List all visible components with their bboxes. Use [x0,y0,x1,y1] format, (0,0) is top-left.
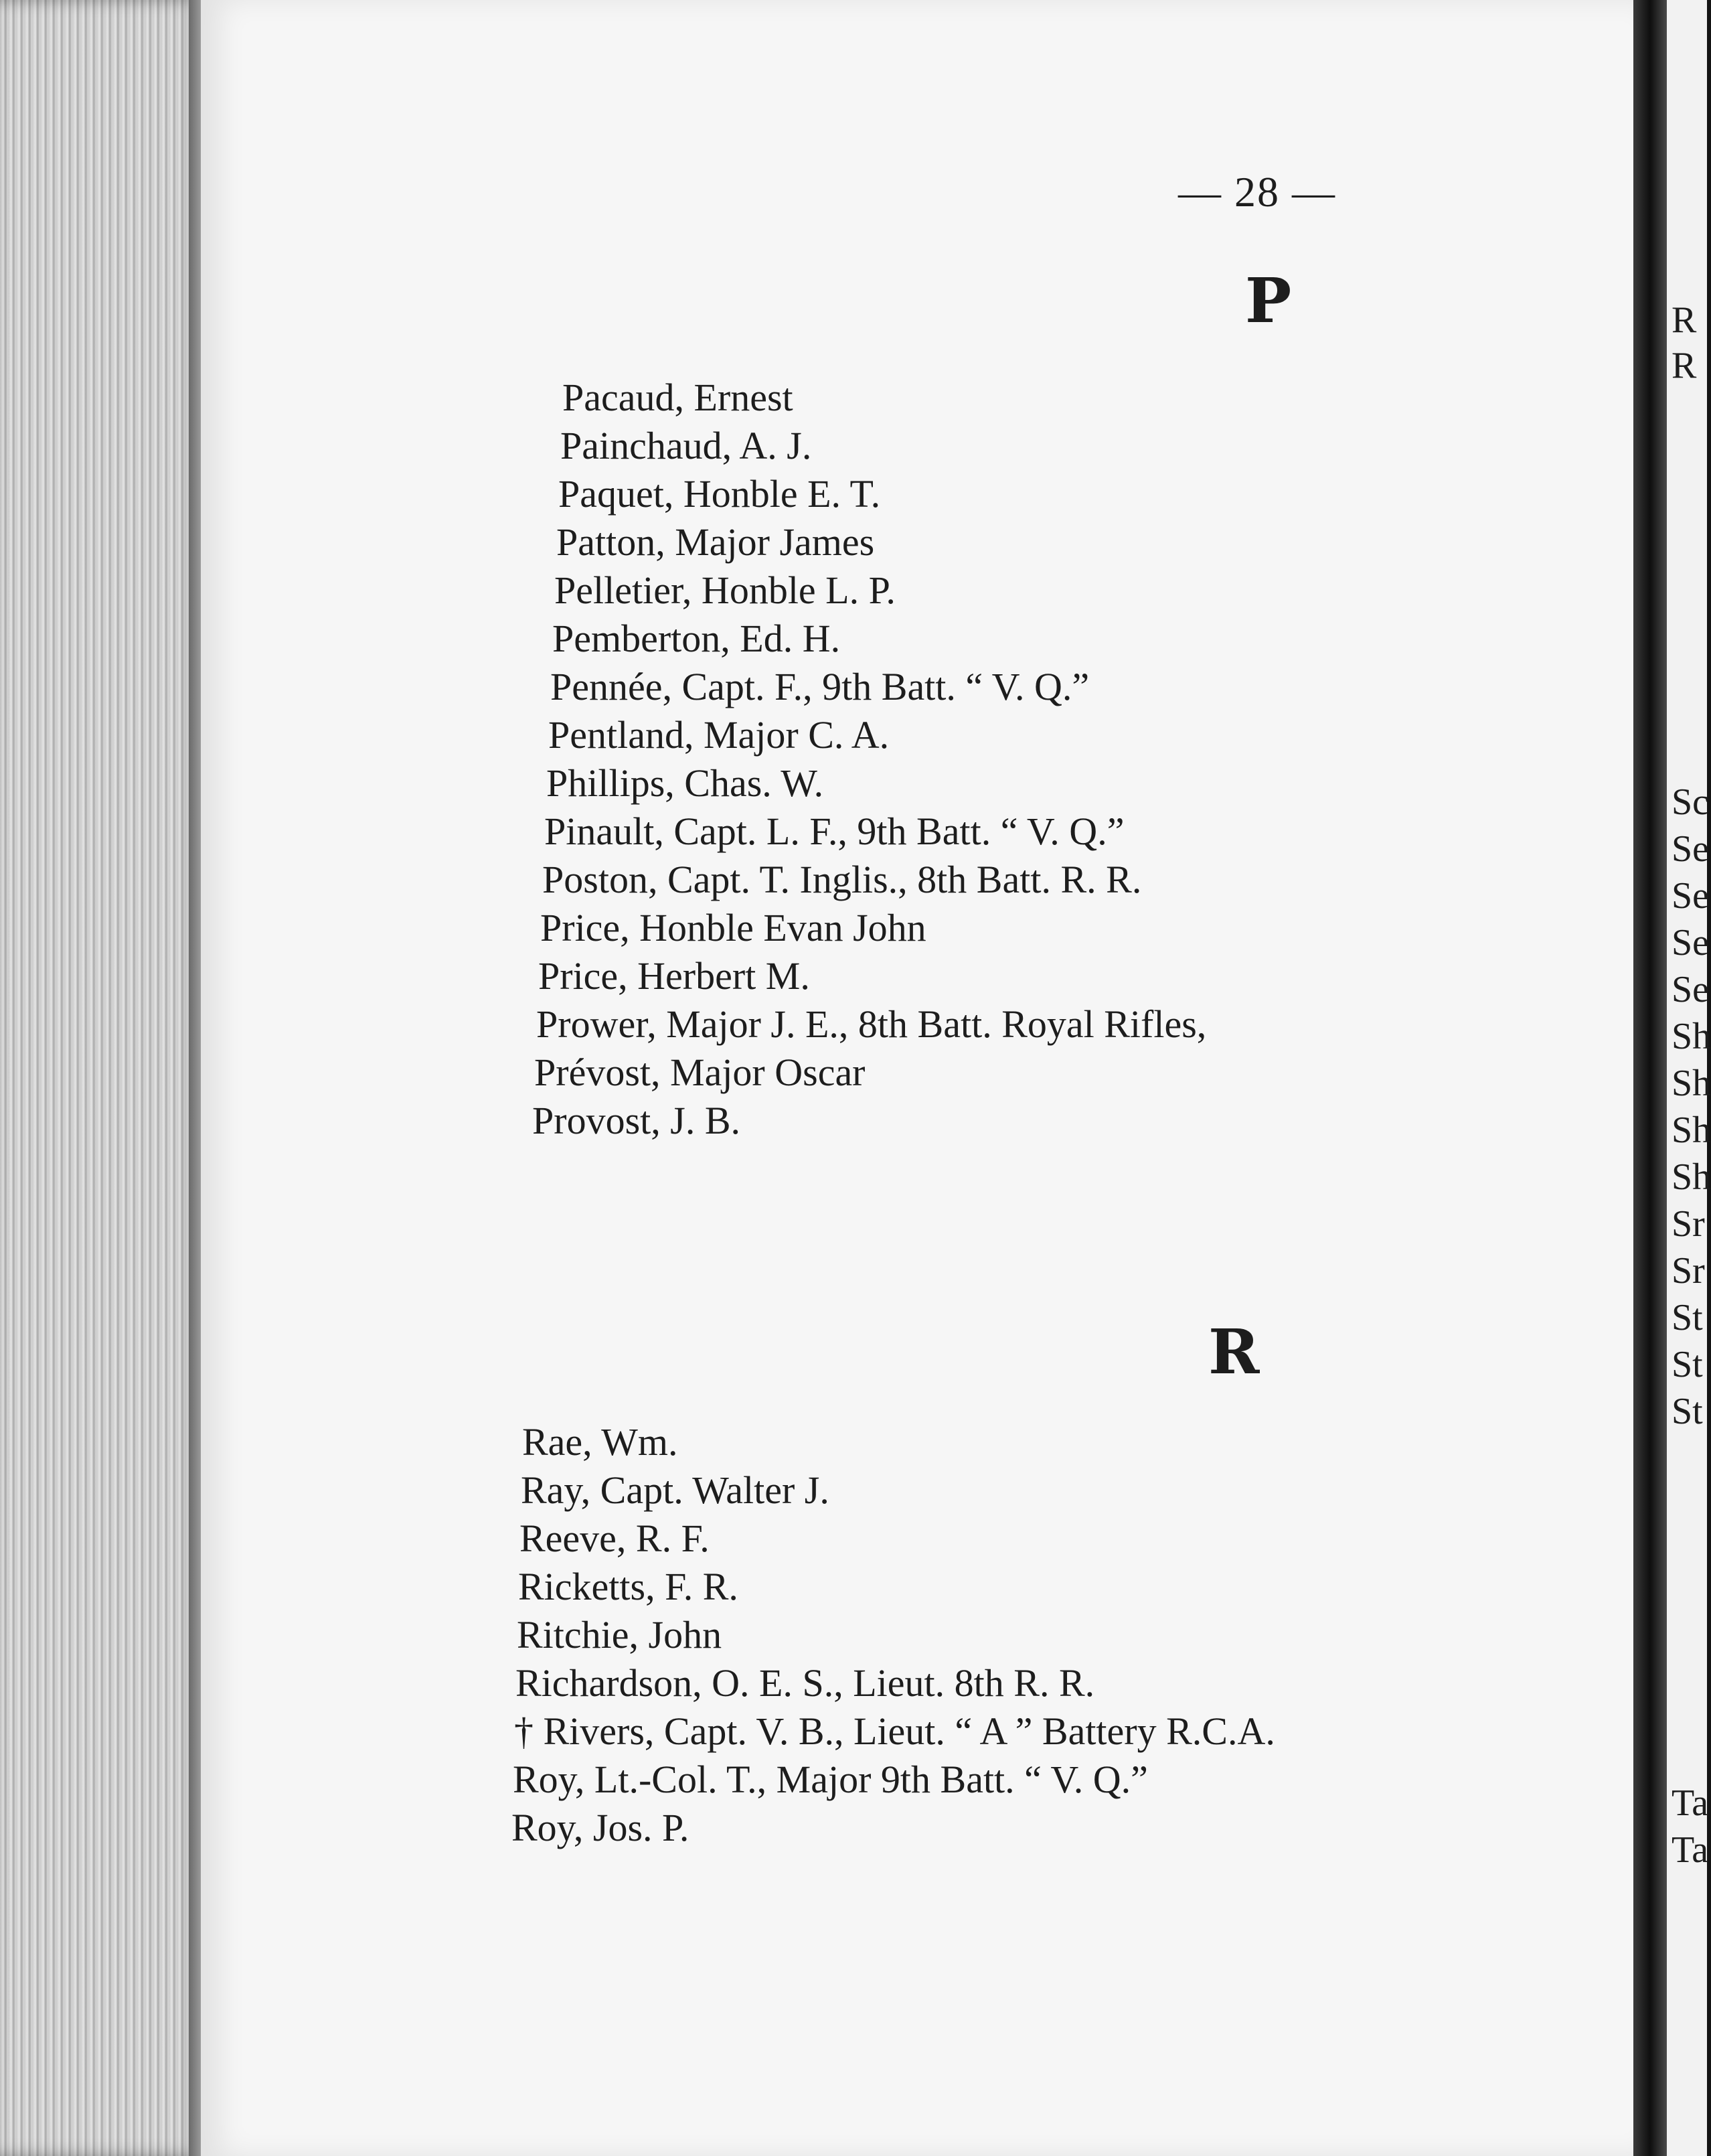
facing-fragment-6: Se [1672,922,1709,964]
facing-fragment-18: Ta [1672,1829,1709,1871]
entry-p-1: Pacaud, Ernest [562,376,793,419]
entry-r-4: Ricketts, F. R. [518,1565,738,1608]
facing-fragment-11: Sh [1672,1156,1711,1198]
entry-r-3: Reeve, R. F. [519,1517,710,1560]
entry-p-4: Patton, Major James [556,520,875,564]
facing-fragment-7: Se [1672,969,1709,1010]
book-page [201,0,1633,2156]
entry-p-16: Provost, J. B. [532,1099,741,1142]
entry-p-14: Prower, Major J. E., 8th Batt. Royal Rifles, [536,1002,1207,1046]
entry-r-9: Roy, Jos. P. [511,1806,689,1849]
entry-p-2: Painchaud, A. J. [560,424,812,467]
entry-r-5: Ritchie, John [517,1613,722,1657]
entry-r-6: Richardson, O. E. S., Lieut. 8th R. R. [515,1661,1095,1705]
facing-fragment-5: Se [1672,875,1709,917]
facing-fragment-9: Sh [1672,1063,1711,1104]
facing-fragment-10: Sh [1672,1109,1711,1151]
entry-p-10: Pinault, Capt. L. F., 9th Batt. “ V. Q.” [544,810,1125,853]
entry-r-2: Ray, Capt. Walter J. [521,1468,829,1512]
entry-p-5: Pelletier, Honble L. P. [554,568,896,612]
facing-fragment-8: Sh [1672,1016,1711,1057]
facing-fragment-16: St [1672,1391,1703,1432]
entry-p-7: Pennée, Capt. F., 9th Batt. “ V. Q.” [550,665,1090,708]
facing-fragment-1: R [1672,299,1697,341]
facing-fragment-4: Se [1672,828,1709,870]
facing-fragment-13: Sr [1672,1250,1705,1292]
entry-r-1: Rae, Wm. [522,1420,678,1464]
facing-fragment-12: Sr [1672,1203,1705,1245]
section-letter-p: P [1245,264,1295,337]
entry-p-15: Prévost, Major Oscar [534,1051,866,1094]
entry-p-13: Price, Herbert M. [538,954,810,998]
section-letter-r: R [1208,1316,1262,1388]
entry-p-9: Phillips, Chas. W. [546,761,824,805]
page-number: — 28 — [1178,168,1336,216]
facing-fragment-3: Sc [1672,781,1709,823]
facing-fragment-2: R [1672,345,1697,386]
facing-fragment-17: Ta [1672,1782,1709,1824]
entry-p-3: Paquet, Honble E. T. [558,472,881,516]
entry-r-8: Roy, Lt.-Col. T., Major 9th Batt. “ V. Q.” [513,1758,1148,1801]
book-spine [1633,0,1667,2156]
page-edges [0,0,201,2156]
entry-p-11: Poston, Capt. T. Inglis., 8th Batt. R. R. [542,858,1142,901]
facing-fragment-15: St [1672,1344,1703,1385]
entry-r-7: † Rivers, Capt. V. B., Lieut. “ A ” Battery R.C.A. [514,1709,1275,1753]
facing-fragment-14: St [1672,1297,1703,1338]
entry-p-12: Price, Honble Evan John [540,906,926,949]
entry-p-6: Pemberton, Ed. H. [552,617,841,660]
entry-p-8: Pentland, Major C. A. [548,713,890,757]
